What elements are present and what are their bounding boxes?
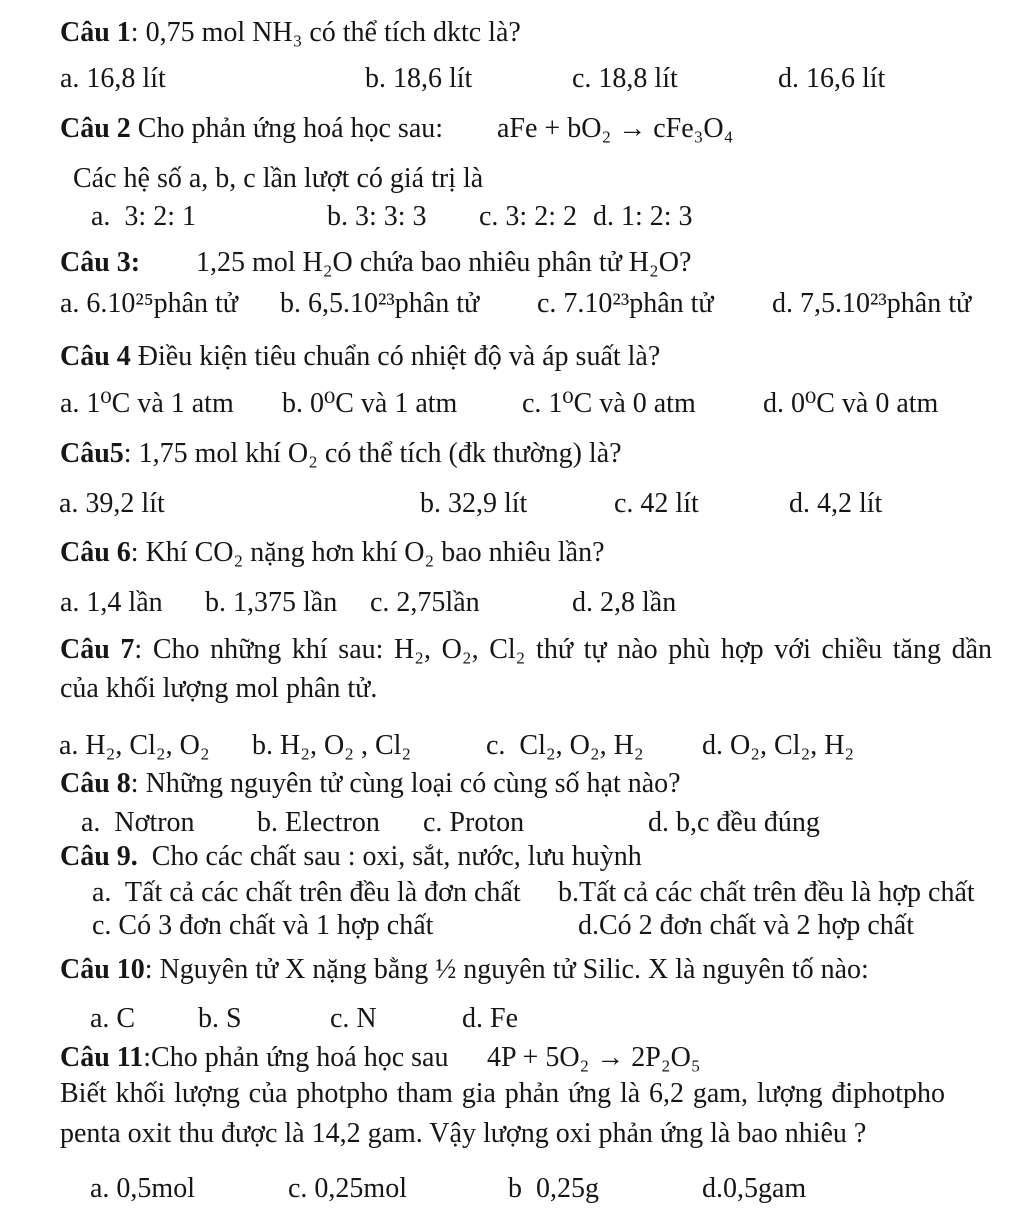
option-a: a. 1⁰C và 1 atm [60,388,234,419]
question-9-label: Câu 9. [60,841,138,872]
question-7-text: : Cho những khí sau: H₂, O₂, Cl₂ thứ tự nào phù hợp với chiều tăng dần [134,634,992,665]
question-8-text: : Những nguyên tử cùng loại có cùng số hạt nào? [130,768,681,799]
option-c: c. 0,25mol [288,1173,407,1204]
question-5-heading [0,437,1024,473]
option-d: d.Có 2 đơn chất và 2 hợp chất [578,910,914,941]
question-3-heading [0,246,1024,282]
question-6-heading [0,536,1024,572]
question-6-label: Câu 6 [60,537,131,568]
option-b: b.Tất cả các chất trên đều là hợp chất [558,877,975,908]
option-a: a. 0,5mol [90,1173,195,1204]
question-4-label: Câu 4 [60,341,131,372]
question-4-text: Điều kiện tiêu chuẩn có nhiệt độ và áp suất là? [130,341,661,372]
option-d: d. 0⁰C và 0 atm [763,388,939,419]
question-6-options [0,586,1024,622]
option-c: c. Proton [423,807,525,838]
question-4-options [0,387,1024,423]
option-c: c. 18,8 lít [572,63,678,94]
option-c: c. 42 lít [614,488,699,519]
option-a: a. Nơtron [81,807,195,838]
question-11-body-line2: penta oxit thu được là 14,2 gam. Vậy lượng oxi phản ứng là bao nhiêu ? [60,1118,867,1149]
question-10-label: Câu 10 [60,954,145,985]
question-8-heading [0,767,1024,803]
option-c: c. Cl₂, O₂, H₂ [486,730,644,761]
question-9-heading [0,840,1024,876]
option-b: b. S [198,1003,242,1034]
option-c: c. 3: 2: 2 [479,201,577,232]
option-b: b. 1,375 lần [205,587,338,618]
option-a: a. 39,2 lít [59,488,165,519]
question-11-heading [0,1041,1024,1077]
option-c: c. Có 3 đơn chất và 1 hợp chất [92,910,434,941]
option-d: d. b,c đều đúng [648,807,820,838]
question-9-options-row-2 [0,909,1024,945]
option-b: b. 6,5.10²³phân tử [280,288,480,319]
question-2-heading [0,112,1024,148]
option-b: b. 3: 3: 3 [327,201,427,232]
question-1-label: Câu 1 [60,17,131,48]
question-4-heading [0,340,1024,376]
option-b: b. H₂, O₂ , Cl₂ [252,730,412,761]
option-b: b. 32,9 lít [420,488,528,519]
option-b: b. 18,6 lít [365,63,473,94]
question-3-options [0,287,1024,323]
question-9-options-row-1 [0,876,1024,912]
option-d: d. 16,6 lít [778,63,886,94]
option-c: c. 2,75lần [370,587,480,618]
question-2-subtext: Các hệ số a, b, c lần lượt có giá trị là [73,163,484,194]
option-d: d. Fe [462,1003,518,1034]
question-9-text: Cho các chất sau : oxi, sắt, nước, lưu huỳnh [137,841,642,872]
question-8-label: Câu 8 [60,768,131,799]
question-11-options [0,1172,1024,1208]
question-1-heading [0,16,1024,52]
option-b: b 0,25g [508,1173,599,1204]
question-2-options [0,200,1024,236]
option-d: d. 4,2 lít [789,488,883,519]
option-a: a. H₂, Cl₂, O₂ [59,730,210,761]
option-a: a. Tất cả các chất trên đều là đơn chất [92,877,521,908]
question-10-options [0,1002,1024,1038]
option-d: d. 7,5.10²³phân tử [772,288,972,319]
question-3-text: 1,25 mol H₂O chứa bao nhiêu phân tử H₂O? [196,247,692,278]
option-d: d. O₂, Cl₂, H₂ [702,730,855,761]
question-7-options [0,729,1024,765]
option-b: b. 0⁰C và 1 atm [282,388,458,419]
option-c: c. N [330,1003,377,1034]
question-5-options [0,487,1024,523]
question-10-heading [0,953,1024,989]
option-a: a. C [90,1003,136,1034]
question-6-text: : Khí CO₂ nặng hơn khí O₂ bao nhiêu lần? [130,537,605,568]
question-10-text: : Nguyên tử X nặng bằng ½ nguyên tử Silic. X là nguyên tố nào: [144,954,869,985]
question-5-label: Câu5 [60,438,124,469]
question-1-options [0,62,1024,98]
question-5-text: : 1,75 mol khí O₂ có thể tích (đk thường) là? [123,438,622,469]
question-2-equation: aFe + bO₂ → cFe₃O₄ [497,113,734,144]
question-11-text: :Cho phản ứng hoá học sau [143,1042,449,1073]
option-d: d.0,5gam [702,1173,807,1204]
question-3-label: Câu 3: [60,247,141,278]
option-b: b. Electron [257,807,380,838]
option-c: c. 1⁰C và 0 atm [522,388,696,419]
option-a: a. 16,8 lít [60,63,166,94]
question-8-options [0,806,1024,842]
option-d: d. 2,8 lần [572,587,677,618]
question-1-text: : 0,75 mol NH₃ có thể tích dktc là? [130,17,521,48]
question-7-text-line2: của khối lượng mol phân tử. [60,673,378,704]
option-a: a. 1,4 lần [60,587,163,618]
question-2-label: Câu 2 [60,113,131,144]
question-2-text: Cho phản ứng hoá học sau: [130,113,444,144]
question-11-equation: 4P + 5O₂ → 2P₂O₅ [487,1042,701,1073]
option-a: a. 3: 2: 1 [91,201,196,232]
question-7-label: Câu 7 [60,634,135,665]
option-d: d. 1: 2: 3 [593,201,693,232]
question-11-label: Câu 11 [60,1042,144,1073]
question-11-body-line1: Biết khối lượng của photpho tham gia phản ứng là 6,2 gam, lượng điphotpho [60,1078,945,1109]
option-c: c. 7.10²³phân tử [537,288,714,319]
option-a: a. 6.10²⁵phân tử [60,288,238,319]
question-7-heading [0,633,992,669]
